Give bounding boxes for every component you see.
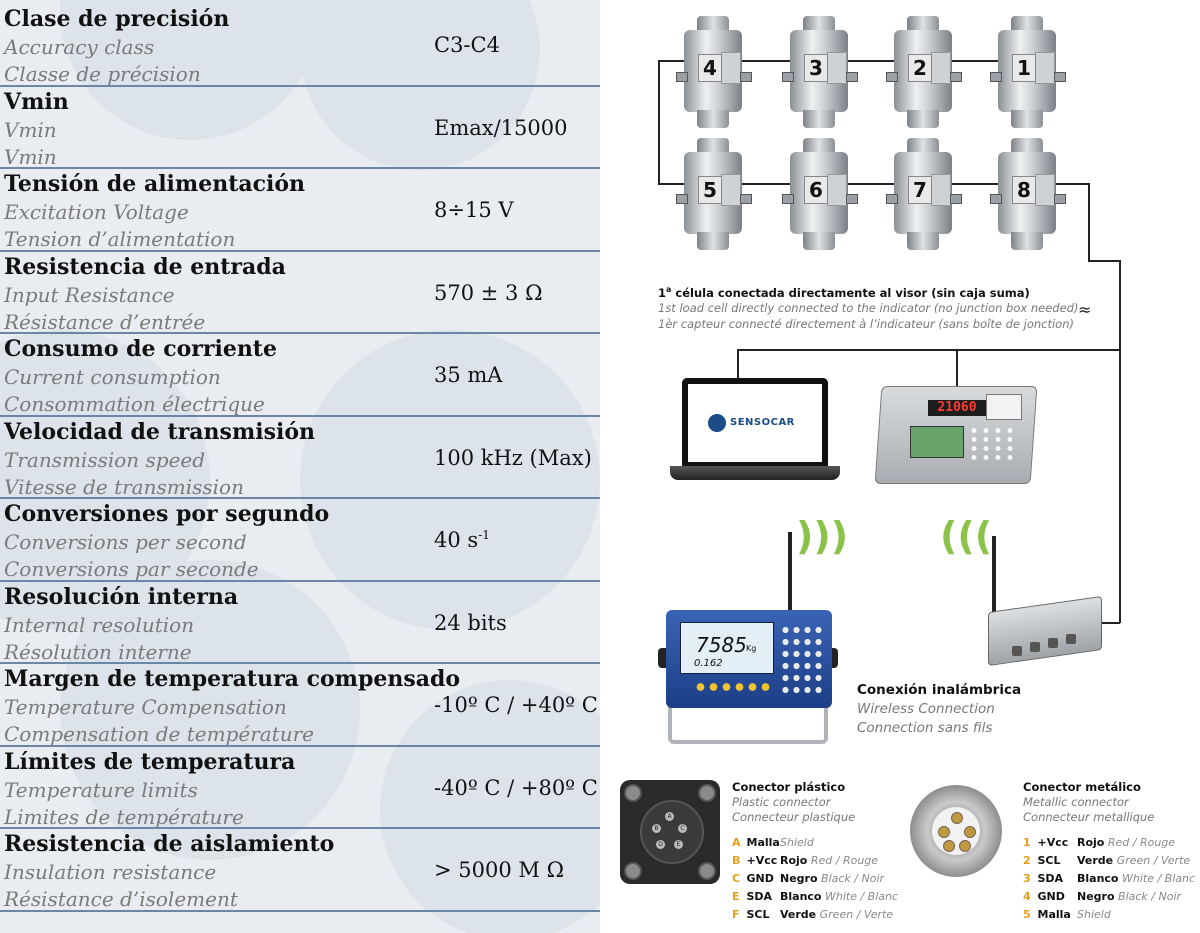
screw-icon [698,784,716,802]
connector-pin [964,826,976,838]
spec-label-fr: Résistance d’isolement [4,887,238,911]
pin-id: 3 [1023,872,1031,885]
spec-value: C3-C4 [434,33,500,57]
spec-label-fr: Consommation électrique [4,392,265,416]
pin-wire-color: Rojo [780,854,808,867]
screw-icon [624,784,642,802]
pin-id: E [732,890,740,903]
spec-label-es: Resistencia de entrada [4,253,286,280]
cable-to-laptop [737,349,739,381]
plastic-connector-image [620,780,720,884]
cable-down [1088,183,1090,261]
pin-wire-color: Blanco [780,890,822,903]
pin-id: 2 [1023,854,1031,867]
pin-signal: SCL [1037,854,1061,867]
connector-pin: D [656,840,665,849]
load-cell-foot [803,232,835,250]
pin-translation: White / Blanc [1122,872,1196,885]
pin-signal: SDA [746,890,773,903]
spec-label-es: Velocidad de transmisión [4,418,315,445]
load-cell-plate [827,174,847,206]
indicator-printer [986,394,1022,420]
pin-id: A [732,836,741,849]
load-cell [998,16,1056,128]
load-cell-plate [931,174,951,206]
load-cell-foot [907,232,939,250]
pin-wire-color: Rojo [1077,836,1105,849]
pin-translation: White / Blanc [825,890,899,903]
load-cell-number: 4 [698,54,722,82]
note-spanish: 1$^a$ célula conectada directamente al visor (sin caja suma) [658,285,1030,300]
pin-signal: +Vcc [1037,836,1069,849]
load-cell-foot [803,110,835,128]
pin-translation: Red / Rouge [1107,836,1176,849]
cable-trunk [1119,260,1121,623]
spec-value: 100 kHz (Max) [434,445,592,470]
pin-translation: Green / Verte [819,908,894,921]
plastic-connector-en: Plastic connector [732,795,831,809]
spec-label-fr: Vitesse de transmission [4,474,244,499]
cable-connector-icon [886,194,898,204]
pin-row [732,836,814,849]
load-cell [790,16,848,128]
desktop-indicator [878,380,1032,486]
indicator-lcd [910,426,964,458]
spec-row [0,4,600,87]
connector-pin: A [665,812,674,821]
spec-label-en: Vmin [4,117,57,142]
wireless-title-fr: Connection sans fils [857,720,993,736]
load-cell-foot [697,110,729,128]
load-cell-number: 7 [908,176,932,204]
load-cell-number: 1 [1012,54,1036,82]
laptop [670,378,840,482]
pin-row [1023,872,1195,885]
spec-label-fr: Compensation de température [4,722,314,746]
pin-wire-color: Negro [780,872,818,885]
pin-translation: Black / Noir [1118,890,1182,903]
spec-row [0,334,600,417]
load-cell [894,138,952,250]
metallic-connector-image [910,785,1002,877]
wireless-transmitter-box [978,536,1106,662]
load-cell [684,16,742,128]
spec-label-es: Límites de temperatura [4,748,296,775]
spec-label-en: Temperature Compensation [4,695,287,719]
pin-signal: Malla [746,836,780,849]
connector-pin: B [652,824,661,833]
spec-row [0,747,600,830]
wifi-signal-icon: ((( [940,514,993,558]
plastic-connector-fr: Connecteur plastique [732,810,856,824]
connector-pin [959,840,971,852]
spec-value: Emax/15000 [434,115,568,140]
load-cell-plate [1035,174,1055,206]
pin-signal: SDA [1037,872,1064,885]
cable-break-icon: ≈ [1078,300,1092,319]
spec-row [0,664,600,747]
antenna-icon [788,532,792,618]
connector-pin: C [678,824,687,833]
sensocar-logo-icon [708,414,726,432]
spec-value: -10º C / +40º C [434,693,598,717]
load-cell-number: 2 [908,54,932,82]
spec-label-fr: Vmin [4,144,57,169]
spec-value: 24 bits [434,610,507,635]
metallic-connector-title: Conector metálico [1023,780,1141,794]
pin-wire-color: Verde [1077,854,1114,867]
load-cell [894,16,952,128]
pin-translation: Red / Rouge [810,854,879,867]
connector-pin [951,812,963,824]
function-keys [694,680,772,694]
screw-icon [624,862,642,880]
spec-value: > 5000 M Ω [434,858,564,882]
cable-connector-icon [782,194,794,204]
pin-wire-color: Blanco [1077,872,1119,885]
weight-readout: 7585 [696,633,747,657]
note-french: 1èr capteur connecté directement à l’indicateur (sans boîte de jonction) [658,317,1074,331]
load-cell [684,138,742,250]
spec-label-es: Vmin [4,88,69,115]
pin-row [1023,836,1175,849]
plastic-connector-title: Conector plástico [732,780,846,794]
cable-connector-icon [676,72,688,82]
cable-gland-icon [1030,642,1040,652]
spec-label-en: Transmission speed [4,447,206,472]
indicator-keypad [968,426,1018,462]
load-cell-foot [1011,110,1043,128]
spec-row [0,499,600,582]
spec-label-en: Internal resolution [4,612,195,637]
pin-translation: Black / Noir [821,872,885,885]
spec-label-es: Clase de precisión [4,6,230,32]
pin-row [732,908,893,921]
spec-row [0,252,600,335]
wireless-title-es: Conexión inalámbrica [857,682,1022,698]
cable-connector-icon [950,72,962,82]
spec-label-en: Insulation resistance [4,860,217,884]
connector-pin: E [674,840,683,849]
spec-label-fr: Classe de précision [4,62,201,86]
load-cell-plate [721,52,741,84]
pin-id: B [732,854,741,867]
load-cell-plate [931,52,951,84]
transmitter-case [988,596,1102,666]
spec-value: 40 $s^{-1}$ [434,528,490,552]
spec-row [0,87,600,170]
load-cell-number: 6 [804,176,828,204]
spec-label-en: Accuracy class [4,35,155,59]
pin-row [732,872,884,885]
secondary-readout: 0.162 [694,658,723,669]
load-cell-plate [1035,52,1055,84]
load-cell-foot [907,110,939,128]
spec-row [0,169,600,252]
load-cell-foot [697,232,729,250]
cable-gland-icon [1066,634,1076,644]
cable-connector-icon [990,194,1002,204]
cable-connector-icon [676,194,688,204]
cable-connector-icon [1054,194,1066,204]
cable-gland-icon [1012,646,1022,656]
connector-face [640,800,704,864]
connector-pin [943,840,955,852]
spec-label-en: Conversions per second [4,530,247,554]
weight-unit: Kg [746,644,757,653]
spec-row [0,417,600,500]
spec-label-en: Current consumption [4,365,221,389]
cable-connector-icon [740,72,752,82]
load-cell [790,138,848,250]
spec-row [0,829,600,912]
cable-gland-icon [1048,638,1058,648]
pin-id: C [732,872,741,885]
pin-wire-color: Negro [1077,890,1115,903]
wiring-diagram [600,0,1200,933]
cable-connector-icon [782,72,794,82]
spec-value: 8÷15 V [434,198,514,222]
pin-translation: Shield [780,836,814,849]
pin-signal: SCL [746,908,770,921]
cable-connector-icon [990,72,1002,82]
laptop-logo-text: SENSOCAR [730,417,795,428]
pin-row [1023,908,1111,921]
pin-row [1023,890,1181,903]
load-cell-foot [1011,232,1043,250]
spec-label-es: Resolución interna [4,583,239,610]
pin-row [732,890,898,903]
load-cell-plate [721,174,741,206]
pin-id: 5 [1023,908,1031,921]
indicator-display: 21060 [928,400,986,416]
load-cell-number: 8 [1012,176,1036,204]
pin-signal: GND [1037,890,1065,903]
spec-value: 35 mA [434,363,503,387]
cable-connector-icon [886,72,898,82]
cable-right [1088,260,1120,262]
note-english: 1st load cell directly connected to the indicator (no junction box needed) [658,301,1079,315]
spec-label-en: Input Resistance [4,282,175,307]
cable-connector-icon [846,72,858,82]
spec-value: 570 ± 3 Ω [434,280,543,305]
wireless-title-en: Wireless Connection [857,701,995,717]
wifi-signal-icon: ))) [796,514,849,558]
cable-connector-icon [846,194,858,204]
spec-label-es: Consumo de corriente [4,336,277,362]
screw-icon [698,862,716,880]
spec-label-es: Tensión de alimentación [4,171,306,197]
pin-translation: Green / Verte [1116,854,1191,867]
spec-label-en: Excitation Voltage [4,200,189,224]
spec-label-fr: Résistance d’entrée [4,309,206,334]
load-cell [998,138,1056,250]
pin-id: 4 [1023,890,1031,903]
pin-signal: GND [746,872,774,885]
pin-wire-color: Verde [780,908,817,921]
pin-translation: Shield [1077,908,1111,921]
numeric-keypad [780,624,824,696]
spec-label-fr: Tension d’alimentation [4,227,236,251]
pin-id: F [732,908,740,921]
load-cell-number: 3 [804,54,828,82]
spec-value: -40º C / +80º C [434,775,598,800]
spec-label-es: Conversiones por segundo [4,501,330,527]
cable-to-indicators [737,349,1120,351]
spec-row [0,582,600,665]
laptop-keyboard-base [670,466,840,480]
metallic-connector-fr: Connecteur metallique [1023,810,1155,824]
cable-connector-icon [1054,72,1066,82]
spec-label-fr: Conversions par seconde [4,557,259,581]
spec-label-en: Temperature limits [4,777,198,802]
wireless-indicator [658,530,834,746]
pin-id: 1 [1023,836,1031,849]
cable-left-loop [658,60,660,184]
connector-pin [938,826,950,838]
load-cell-plate [827,52,847,84]
spec-label-es: Resistencia de aislamiento [4,831,335,857]
pin-signal: +Vcc [746,854,778,867]
spec-label-fr: Résolution interne [4,639,192,664]
spec-label-fr: Limites de température [4,804,244,829]
pin-row [1023,854,1190,867]
pin-signal: Malla [1037,908,1071,921]
load-cell-number: 5 [698,176,722,204]
pin-row [732,854,878,867]
metallic-connector-en: Metallic connector [1023,795,1129,809]
cable-connector-icon [740,194,752,204]
spec-label-es: Margen de temperatura compensado [4,666,461,692]
cable-connector-icon [950,194,962,204]
